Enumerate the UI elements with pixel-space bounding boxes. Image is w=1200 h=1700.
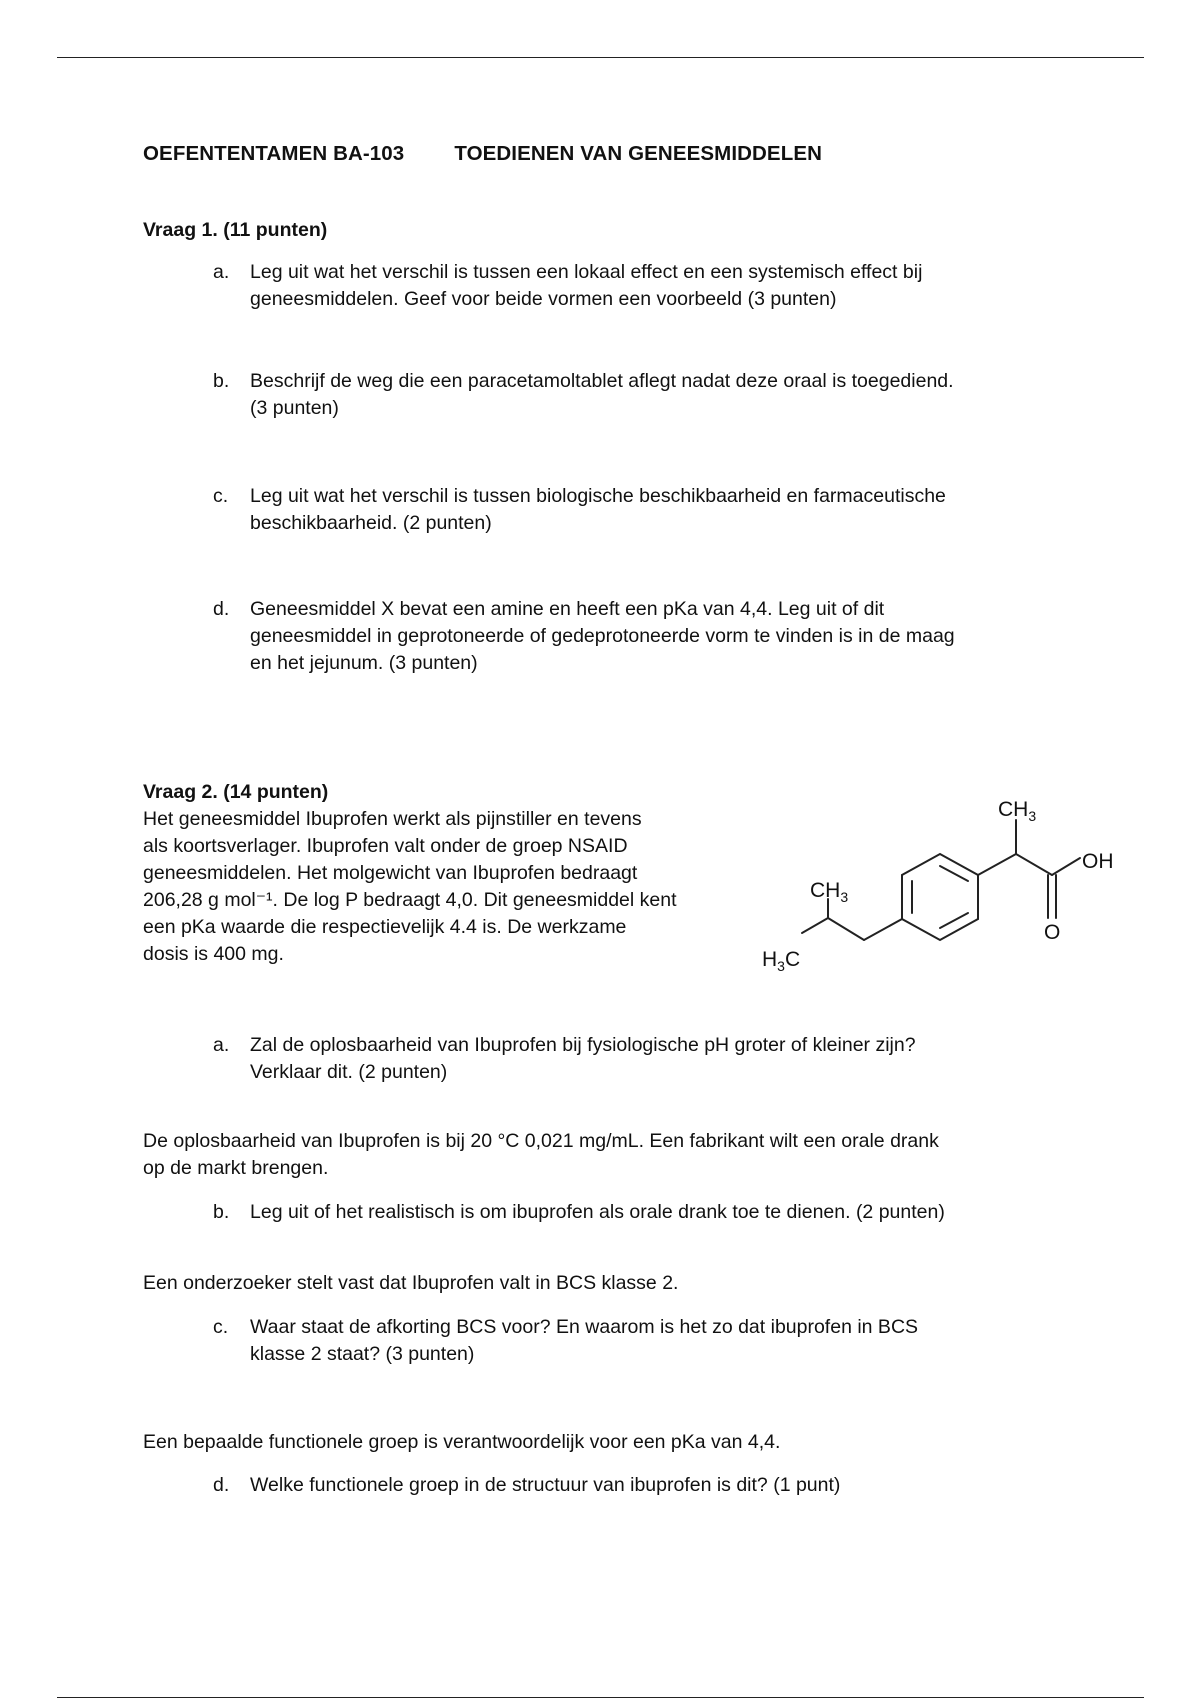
item-line: Leg uit wat het verschil is tussen biologische beschikbaarheid en farmaceutische [250,485,946,507]
ch3-top-label: $CH_3$ [998,800,1037,824]
question-1a [213,259,1093,313]
functional-group-statement: Een bepaalde functionele groep is verantwoordelijk voor een pKa van 4,4. [143,1431,781,1453]
statement-line: De oplosbaarheid van Ibuprofen is bij 20 °C 0,021 mg/mL. Een fabrikant wilt een orale drank [143,1130,939,1152]
item-line: en het jejunum. (3 punten) [250,652,478,674]
item-text [250,483,1093,537]
item-text [250,368,1093,422]
item-letter: b. [213,1201,230,1223]
item-text [250,1472,1093,1499]
question-1c [213,483,1093,537]
intro-line: 206,28 g mol⁻¹. De log P bedraagt 4,0. Dit geneesmiddel kent [143,889,677,911]
question-1-title: Vraag 1. (11 punten) [143,219,328,241]
item-text [250,596,1093,677]
item-letter: c. [213,485,229,507]
bond [1052,858,1080,875]
bond [978,854,1016,875]
question-2d [213,1472,1093,1499]
course-subject: TOEDIENEN VAN GENEESMIDDELEN [454,142,823,165]
item-line: Leg uit of het realistisch is om ibuprofen als orale drank toe te dienen. (2 punten) [250,1201,945,1223]
carbonyl-oxygen-label: O [1044,921,1061,944]
item-text [250,1199,1093,1226]
question-1b [213,368,1093,422]
intro-line: geneesmiddelen. Het molgewicht van Ibuprofen bedraagt [143,862,638,884]
question-2-title: Vraag 2. (14 punten) [143,781,329,803]
intro-line: een pKa waarde die respectievelijk 4.4 is. De werkzame [143,916,627,938]
item-text [250,1314,1093,1368]
item-letter: a. [213,1034,230,1056]
item-line: geneesmiddel in geprotoneerde of gedeprotoneerde vorm te vinden is in de maag [250,625,955,647]
question-2a [213,1032,1093,1086]
item-text [250,259,1093,313]
item-letter: b. [213,370,230,392]
item-line: Verklaar dit. (2 punten) [250,1061,448,1083]
item-line: Leg uit wat het verschil is tussen een lokaal effect en een systemisch effect bij [250,261,923,283]
hydroxyl-label: OH [1082,850,1114,873]
item-line: Beschrijf de weg die een paracetamoltablet aflegt nadat deze oraal is toegediend. [250,370,954,392]
exam-header [143,142,822,166]
h3c-label: $H_3C$ [762,948,801,974]
top-divider [57,57,1144,58]
bond [1016,854,1052,875]
solubility-statement [143,1128,1063,1182]
bottom-divider [57,1697,1144,1698]
item-letter: c. [213,1316,229,1338]
question-2-intro [143,806,763,968]
bcs-statement: Een onderzoeker stelt vast dat Ibuprofen valt in BCS klasse 2. [143,1272,679,1294]
item-line: beschikbaarheid. (2 punten) [250,512,492,534]
question-1d [213,596,1093,677]
item-line: geneesmiddelen. Geef voor beide vormen een voorbeeld (3 punten) [250,288,837,310]
ibuprofen-structure [760,800,1200,1000]
item-line: (3 punten) [250,397,339,419]
question-2b [213,1199,1093,1226]
course-code: OEFENTENTAMEN BA-103 [143,142,405,165]
item-line: Welke functionele groep in de structuur van ibuprofen is dit? (1 punt) [250,1474,841,1496]
item-line: klasse 2 staat? (3 punten) [250,1343,475,1365]
item-letter: d. [213,1474,230,1496]
item-text [250,1032,1093,1086]
item-line: Geneesmiddel X bevat een amine en heeft een pKa van 4,4. Leg uit of dit [250,598,885,620]
item-line: Waar staat de afkorting BCS voor? En waarom is het zo dat ibuprofen in BCS [250,1316,919,1338]
item-line: Zal de oplosbaarheid van Ibuprofen bij fysiologische pH groter of kleiner zijn? [250,1034,916,1056]
question-2c [213,1314,1093,1368]
item-letter: a. [213,261,230,283]
bond [864,919,902,940]
bond [828,918,864,940]
bond [802,918,828,933]
item-letter: d. [213,598,230,620]
intro-line: als koortsverlager. Ibuprofen valt onder de groep NSAID [143,835,628,857]
intro-line: dosis is 400 mg. [143,943,284,965]
intro-line: Het geneesmiddel Ibuprofen werkt als pijnstiller en tevens [143,808,642,830]
ch3-middle-label: $CH_3$ [810,879,849,905]
statement-line: op de markt brengen. [143,1157,329,1179]
